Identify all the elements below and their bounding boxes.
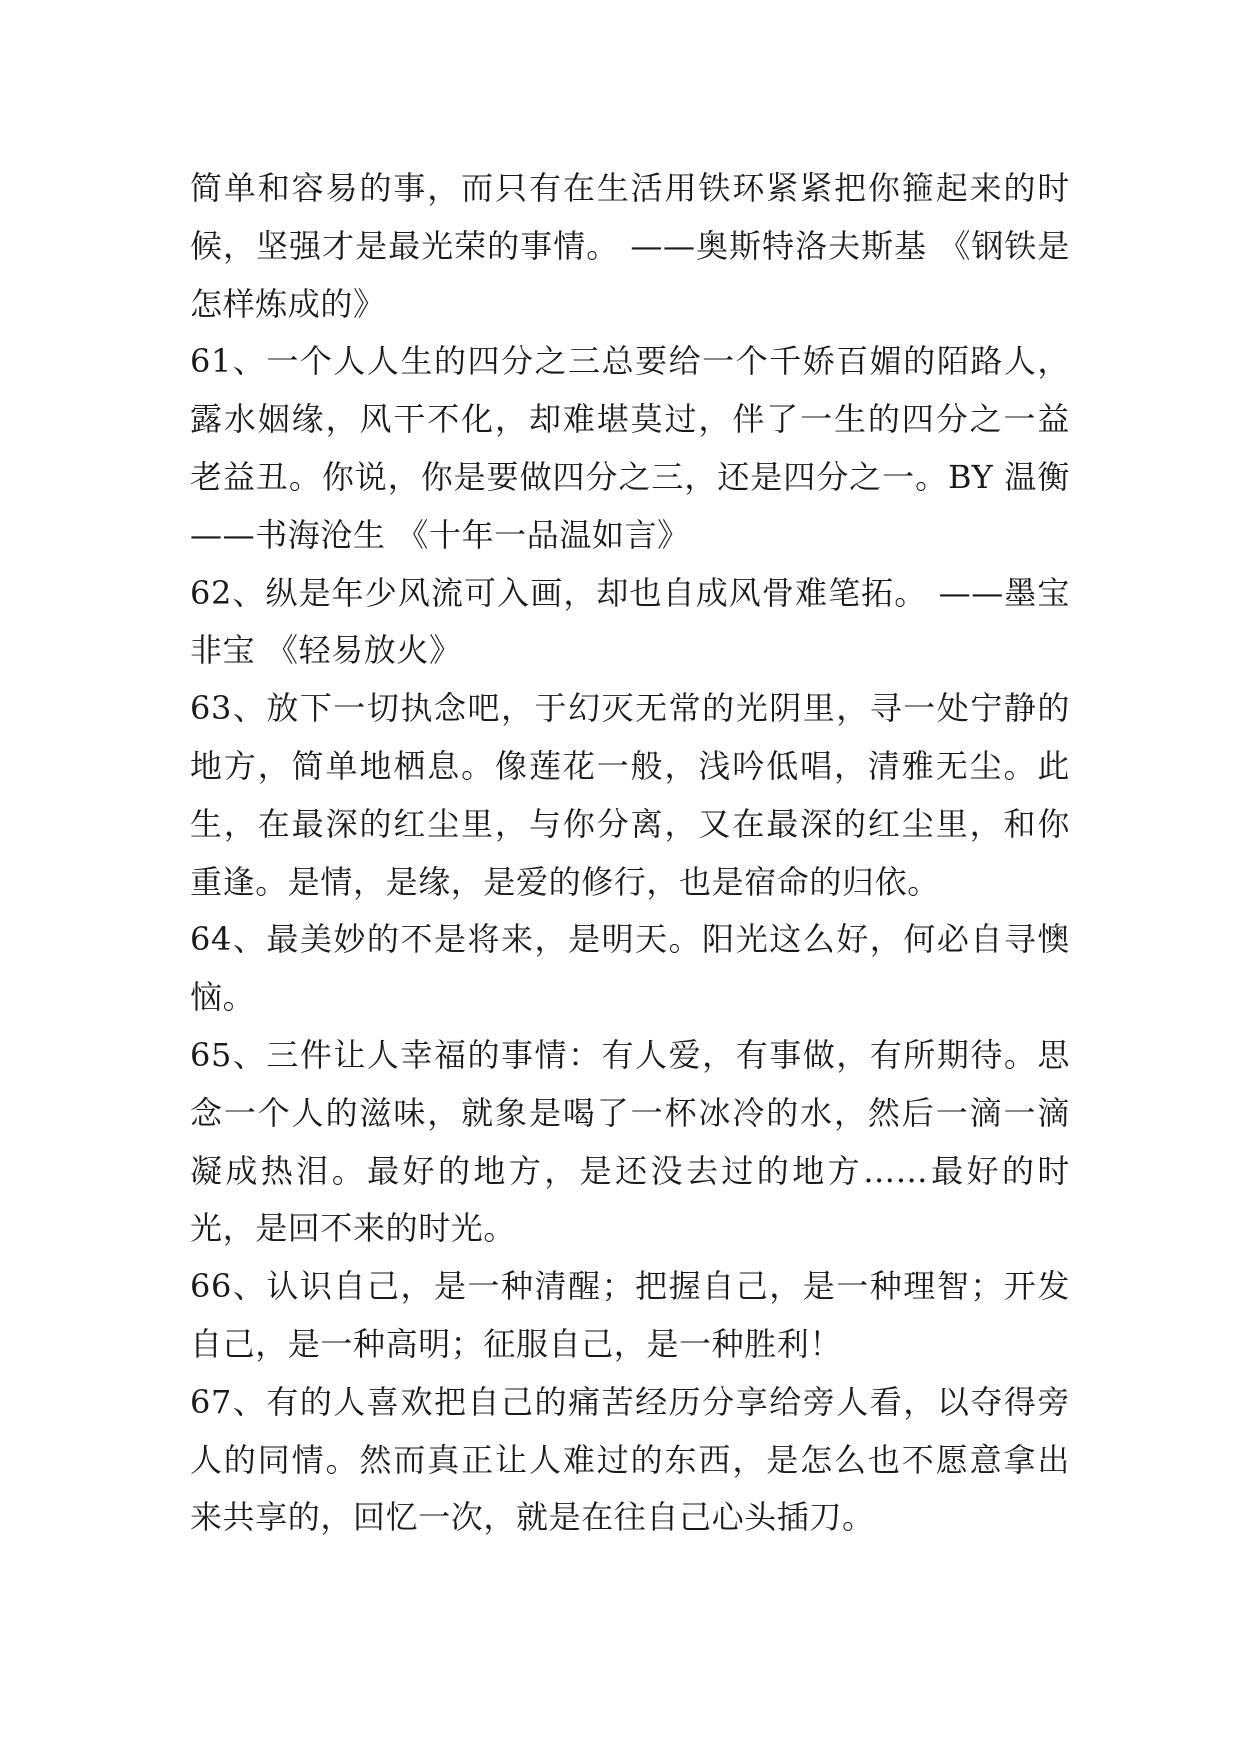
paragraph-65: 65、三件让人幸福的事情：有人爱，有事做，有所期待。思念一个人的滋味，就象是喝了一杯冰冷的水，然后一滴一滴凝成热泪。最好的地方，是还没去过的地方……最好的时光，是回不来的时光。 [190, 1035, 1070, 1248]
paragraph-62: 62、纵是年少风流可入画，却也自成风骨难笔拓。 ——墨宝非宝 《轻易放火》 [190, 573, 1070, 670]
paragraph-67: 67、有的人喜欢把自己的痛苦经历分享给旁人看，以夺得旁人的同情。然而真正让人难过的东西，是怎么也不愿意拿出来共享的，回忆一次，就是在往自己心头插刀。 [190, 1382, 1070, 1537]
paragraph-66: 66、认识自己，是一种清醒；把握自己，是一种理智；开发自己，是一种高明；征服自己，是一种胜利！ [190, 1267, 1070, 1363]
paragraph-continuation: 简单和容易的事，而只有在生活用铁环紧紧把你箍起来的时候，坚强才是最光荣的事情。 ——奥斯特洛夫斯基 《钢铁是怎样炼成的》 [190, 169, 1070, 323]
paragraph-61: 61、一个人人生的四分之三总要给一个千娇百媚的陌路人，露水姻缘，风干不化，却难堪莫过，伴了一生的四分之一益老益丑。你说，你是要做四分之三，还是四分之一。BY 温衡 ——书海沧生 《十年一品温如言》 [190, 342, 1070, 554]
paragraph-64: 64、最美妙的不是将来，是明天。阳光这么好，何必自寻懊恼。 [190, 920, 1070, 1017]
document-body [190, 160, 1070, 1547]
paragraph-63: 63、放下一切执念吧，于幻灭无常的光阴里，寻一处宁静的地方，简单地栖息。像莲花一般，浅吟低唱，清雅无尘。此生，在最深的红尘里，与你分离，又在最深的红尘里，和你重逢。是情，是缘，是爱的修行，也是宿命的归依。 [190, 689, 1070, 901]
